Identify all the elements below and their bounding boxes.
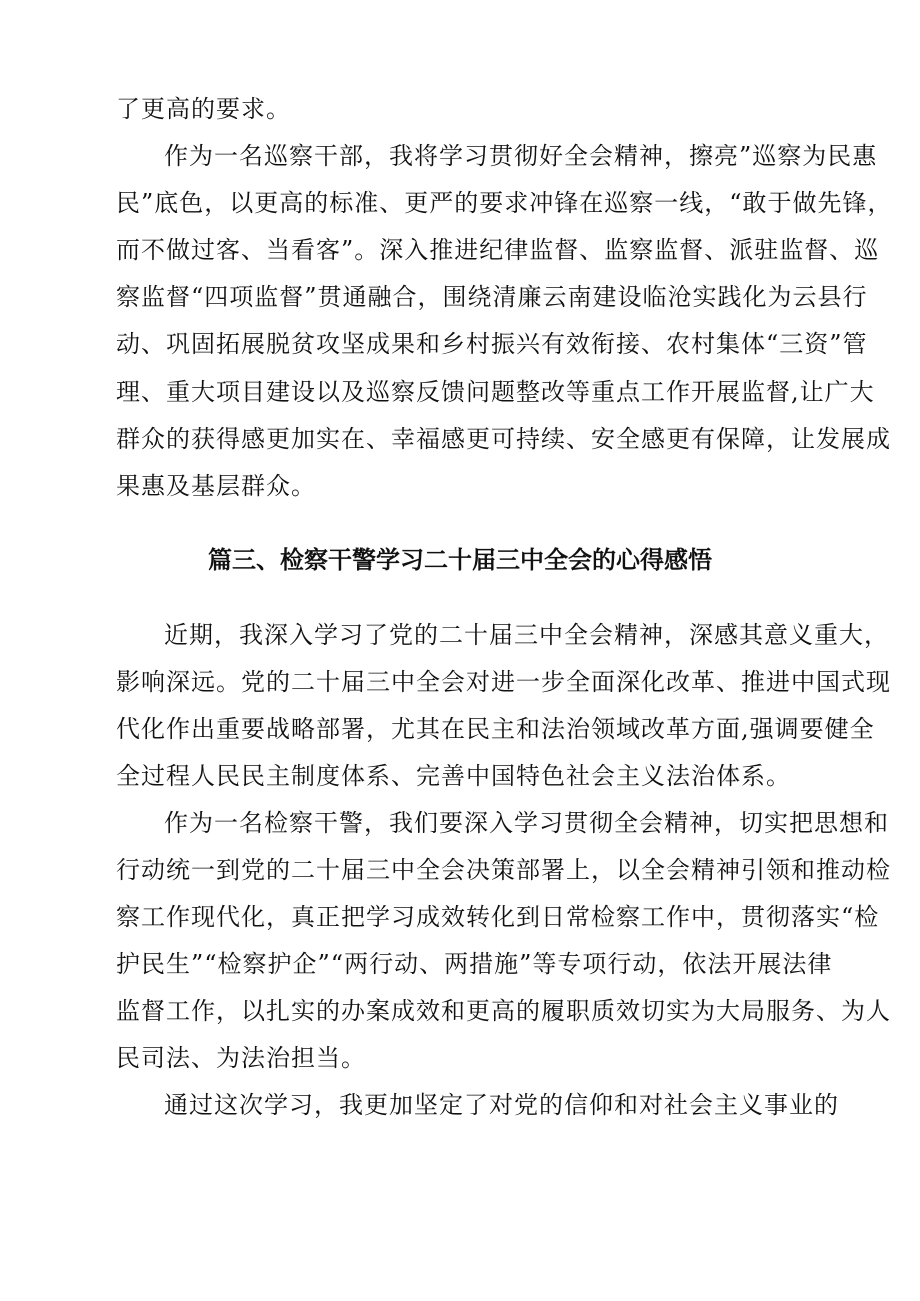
paragraph-line: 群众的获得感更加实在、幸福感更可持续、安全感更有保障，让发展成: [116, 425, 891, 453]
paragraph-line: 而不做过客、当看客”。深入推进纪律监督、监察监督、派驻监督、巡: [116, 236, 880, 264]
paragraph-line: 作为一名检察干警，我们要深入学习贯彻全会精神，切实把思想和: [164, 809, 889, 837]
paragraph-line: 作为一名巡察干部，我将学习贯彻好全会精神，擦亮”巡察为民惠: [164, 142, 878, 170]
paragraph-line: 果惠及基层群众。: [116, 472, 316, 500]
paragraph-line: 民”底色，以更高的标准、更严的要求冲锋在巡察一线，“敢于做先锋，: [116, 189, 893, 217]
paragraph-line: 民司法、为法治担当。: [116, 1044, 366, 1072]
paragraph-line: 近期，我深入学习了党的二十届三中全会精神，深感其意义重大，: [164, 621, 889, 649]
paragraph-line: 了更高的要求。: [116, 95, 291, 123]
paragraph-line: 护民生”“检察护企”“两行动、两措施”等专项行动，依法开展法律: [116, 950, 833, 978]
paragraph-line: 全过程人民民主制度体系、完善中国特色社会主义法治体系。: [116, 762, 791, 790]
paragraph-line: 察监督“四项监督”贯通融合，围绕清廉云南建设临沧实践化为云县行: [116, 283, 868, 311]
paragraph-line: 察工作现代化，真正把学习成效转化到日常检察工作中，贯彻落实“检: [116, 903, 880, 931]
paragraph-line: 动、巩固拓展脱贫攻坚成果和乡村振兴有效衔接、农村集体“三资”管: [116, 330, 868, 358]
paragraph-line: 监督工作，以扎实的办案成效和更高的履职质效切实为大局服务、为人: [116, 997, 891, 1025]
section-heading: 篇三、检察干警学习二十届三中全会的心得感悟: [208, 546, 712, 574]
paragraph-line: 影响深远。党的二十届三中全会对进一步全面深化改革、推进中国式现: [116, 668, 891, 696]
paragraph-line: 通过这次学习，我更加坚定了对党的信仰和对社会主义事业的: [164, 1091, 839, 1119]
paragraph-line: 行动统一到党的二十届三中全会决策部署上，以全会精神引领和推动检: [116, 856, 891, 884]
paragraph-line: 理、重大项目建设以及巡察反馈问题整改等重点工作开展监督,让广大: [116, 378, 875, 406]
paragraph-line: 代化作出重要战略部署，尤其在民主和法治领域改革方面,强调要健全: [116, 715, 875, 743]
